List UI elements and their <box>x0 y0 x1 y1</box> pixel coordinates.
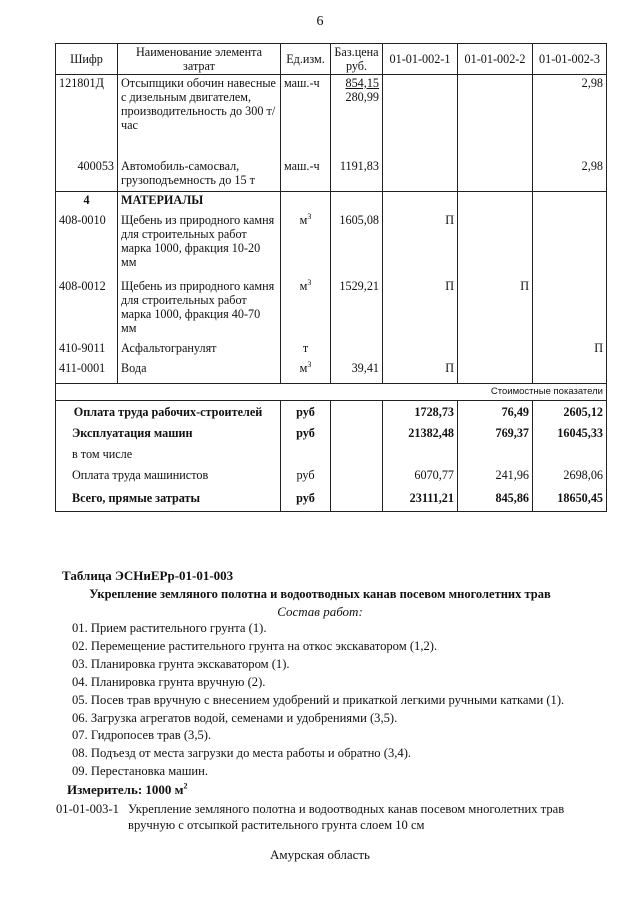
summary-name: Всего, прямые затраты <box>56 485 281 511</box>
cell-v3: 2,98 <box>533 75 607 158</box>
cell-unit: маш.-ч <box>281 158 331 192</box>
summary-name: в том числе <box>56 443 281 464</box>
cell-price <box>331 340 383 360</box>
measure-unit: Измеритель: 1000 $м^2$ <box>67 781 188 797</box>
cell-name: Щебень из природного камня для строительных работ марка 1000, фракция 10-20 мм <box>118 212 281 278</box>
summary-v3: 2605,12 <box>533 401 607 423</box>
summary-unit: руб <box>281 422 331 443</box>
cell-price: 1191,83 <box>331 158 383 192</box>
cell-code: 408-0010 <box>56 212 118 278</box>
cost-header: Стоимостные показатели <box>56 384 607 401</box>
summary-v1: 23111,21 <box>383 485 458 511</box>
cell-code: 400053 <box>56 158 118 192</box>
summary-row <box>56 401 607 423</box>
col-header-v2: 01-01-002-2 <box>458 44 533 75</box>
works-list <box>72 620 564 781</box>
summary-v2: 769,37 <box>458 422 533 443</box>
cell-code: 410-9011 <box>56 340 118 360</box>
cost-header-row <box>56 384 607 401</box>
col-header-name: Наименование элемента затрат <box>118 44 281 75</box>
summary-v1: 21382,48 <box>383 422 458 443</box>
summary-v2: 76,49 <box>458 401 533 423</box>
cell-name: Автомобиль-самосвал, грузоподъемность до 15 т <box>118 158 281 192</box>
table-row <box>56 158 607 192</box>
cell-price: 39,41 <box>331 360 383 384</box>
page-number: 6 <box>316 14 324 29</box>
cell-v2 <box>458 212 533 278</box>
list-item: 08. Подъезд от места загрузки до места работы и обратно (3,4). <box>72 746 412 761</box>
summary-row <box>56 464 607 485</box>
summary-name: Оплата труда рабочих-строителей <box>56 401 281 423</box>
cell-v1 <box>383 340 458 360</box>
list-item: 03. Планировка грунта экскаватором (1). <box>72 656 290 671</box>
cell-v3 <box>533 212 607 278</box>
summary-v2: 845,86 <box>458 485 533 511</box>
col-header-v3: 01-01-002-3 <box>533 44 607 75</box>
cell-code: 121801Д <box>56 75 118 158</box>
list-item: 01. Прием растительного грунта (1). <box>72 621 267 635</box>
cell-v1: П <box>383 360 458 384</box>
item-code: 01-01-003-1 <box>56 802 119 816</box>
resource-table <box>55 43 607 512</box>
cell-price <box>331 75 383 158</box>
summary-unit: руб <box>281 464 331 485</box>
summary-v3: 16045,33 <box>533 422 607 443</box>
col-header-unit: Ед.изм. <box>281 44 331 75</box>
cell-price: 1529,21 <box>331 278 383 340</box>
summary-name: Эксплуатация машин <box>56 422 281 443</box>
cell-code: 411-0001 <box>56 360 118 384</box>
cell-unit: $м^3$ <box>281 212 331 278</box>
section-row <box>56 192 607 212</box>
cell-name: Вода <box>118 360 281 384</box>
table-row <box>56 360 607 384</box>
table-row <box>56 212 607 278</box>
summary-unit: руб <box>281 401 331 423</box>
summary-v3: 2698,06 <box>533 464 607 485</box>
cell-v1 <box>383 158 458 192</box>
cell-unit: т <box>281 340 331 360</box>
cell-v2 <box>458 75 533 158</box>
cell-v3 <box>533 360 607 384</box>
list-item: 07. Гидропосев трав (3,5). <box>72 728 212 743</box>
summary-row <box>56 485 607 511</box>
cell-v2 <box>458 360 533 384</box>
summary-unit: руб <box>281 485 331 511</box>
col-header-price: Баз.цена руб. <box>331 44 383 75</box>
price-secondary: 280,99 <box>345 90 379 104</box>
table-row <box>56 75 607 158</box>
col-header-code: Шифр <box>56 44 118 75</box>
cell-code: 408-0012 <box>56 278 118 340</box>
footer-region: Амурская область <box>270 847 370 862</box>
section-number: 4 <box>56 192 118 212</box>
cell-v2 <box>458 340 533 360</box>
table-row <box>56 340 607 360</box>
table-header-row <box>56 44 607 75</box>
list-item: 06. Загрузка агрегатов водой, семенами и удобрениями (3,5). <box>72 710 398 725</box>
cell-unit: $м^3$ <box>281 278 331 340</box>
cell-name: Асфальтогранулят <box>118 340 281 360</box>
list-item: 04. Планировка грунта вручную (2). <box>72 674 266 689</box>
cell-v3 <box>533 278 607 340</box>
summary-row <box>56 422 607 443</box>
list-item: 09. Перестановка машин. <box>72 764 209 779</box>
summary-v1: 1728,73 <box>383 401 458 423</box>
list-item: 05. Посев трав вручную с внесением удобрений и прикаткой легкими ручными катками (1). <box>72 692 565 707</box>
table-subtitle: Укрепление земляного полотна и водоотводных канав посевом многолетних трав <box>89 587 551 601</box>
summary-v2: 241,96 <box>458 464 533 485</box>
cell-v1 <box>383 75 458 158</box>
list-item: 02. Перемещение растительного грунта на откос экскаватором (1,2). <box>72 638 438 653</box>
cell-v2: П <box>458 278 533 340</box>
col-header-v1: 01-01-002-1 <box>383 44 458 75</box>
cell-unit: $м^3$ <box>281 360 331 384</box>
table-title: Таблица ЭСНиЕРр-01-01-003 <box>62 568 234 583</box>
section-title: МАТЕРИАЛЫ <box>118 192 281 212</box>
cell-v2 <box>458 158 533 192</box>
summary-row <box>56 443 607 464</box>
summary-name: Оплата труда машинистов <box>56 464 281 485</box>
item-text: Укрепление земляного полотна и водоотводных канав посевом многолетних трав вручную с отсыпкой растительного грунта слоем 10 см <box>128 802 565 832</box>
price-primary: 854,15 <box>345 76 379 90</box>
cell-name: Щебень из природного камня для строительных работ марка 1000, фракция 40-70 мм <box>118 278 281 340</box>
summary-v3: 18650,45 <box>533 485 607 511</box>
cell-name: Отсыпщики обочин навесные с дизельным двигателем, производительность до 300 т/час <box>118 75 281 158</box>
cell-price: 1605,08 <box>331 212 383 278</box>
cell-v1: П <box>383 278 458 340</box>
cell-v3: П <box>533 340 607 360</box>
works-title: Состав работ: <box>277 604 363 619</box>
table-row <box>56 278 607 340</box>
cell-unit: маш.-ч <box>281 75 331 158</box>
cell-v3: 2,98 <box>533 158 607 192</box>
summary-v1: 6070,77 <box>383 464 458 485</box>
cell-v1: П <box>383 212 458 278</box>
